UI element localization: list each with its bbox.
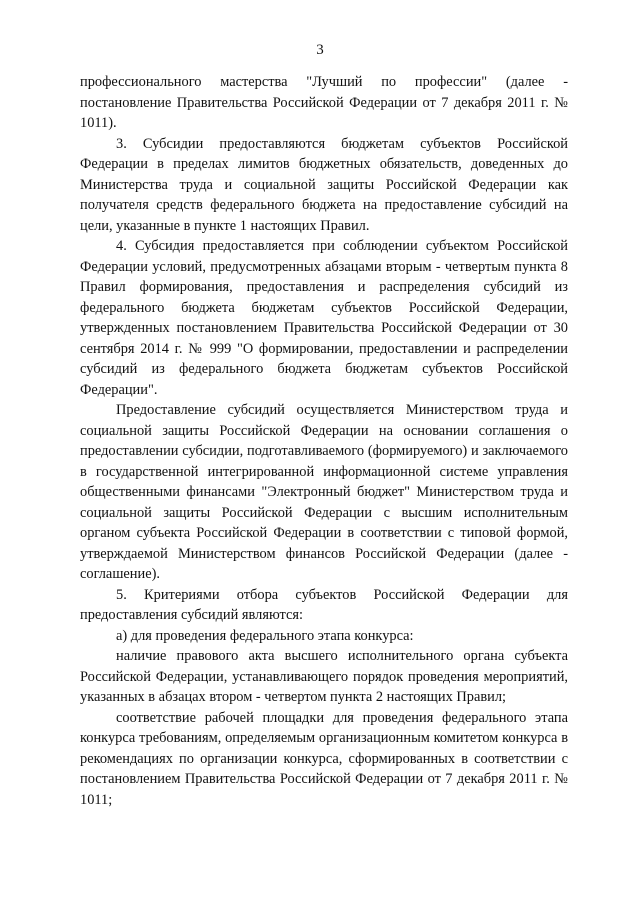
paragraph-venue-compliance: соответствие рабочей площадки для проведения федерального этапа конкурса требованиям, определяемым организационным комитетом конкурса в рекомендациях по организации конкурса, сформированных в соответствии с постановлением Правительства Российской Федерации от 7 декабря 2011 г. № 1011; — [80, 709, 568, 808]
paragraph-legal-act: наличие правового акта высшего исполнительного органа субъекта Российской Федерации, устанавливающего порядок проведения мероприятий, указанных в абзацах втором - четвертом пункта 2 настоящих Правил; — [80, 648, 568, 705]
paragraph-clause-3: 3. Субсидии предоставляются бюджетам субъектов Российской Федерации в пределах лимитов бюджетных обязательств, доведенных до Министерства труда и социальной защиты Российской Федерации как получателя средств федерального бюджета на предоставление субсидий на цели, указанные в пункте 1 настоящих Правил. — [80, 135, 568, 234]
paragraph-item-a: а) для проведения федерального этапа конкурса: — [116, 627, 414, 644]
paragraph-clause-4: 4. Субсидия предоставляется при соблюдении субъектом Российской Федерации условий, предусмотренных абзацами вторым - четвертым пункта 8 Правил формирования, предоставления и распределения субсидий из федерального бюджета бюджетам субъектов Российской Федерации, утвержденных постановлением Правительства Российской Федерации от 30 сентября 2014 г. № 999 "О формировании, предоставлении и распределении субсидий из федерального бюджета бюджетам субъектов Российской Федерации". — [80, 238, 568, 398]
paragraph-clause-5: 5. Критериями отбора субъектов Российской Федерации для предоставления субсидий являются: — [80, 586, 568, 623]
paragraph-continuation: профессионального мастерства "Лучший по профессии" (далее - постановление Правительства Российской Федерации от 7 декабря 2011 г. № 1011). — [80, 74, 568, 131]
page-number: 3 — [316, 42, 324, 58]
paragraph-agreement: Предоставление субсидий осуществляется Министерством труда и социальной защиты Российской Федерации на основании соглашения о предоставлении субсидии, подготавливаемого (формируемого) и заключаемого в государственной интегрированной информационной системе управления общественными финансами "Электронный бюджет" Министерством труда и социальной защиты Российской Федерации с высшим исполнительным органом субъекта Российской Федерации в соответствии с типовой формой, утверждаемой Министерством финансов Российской Федерации (далее - соглашение). — [80, 402, 568, 582]
document-body — [80, 72, 568, 810]
